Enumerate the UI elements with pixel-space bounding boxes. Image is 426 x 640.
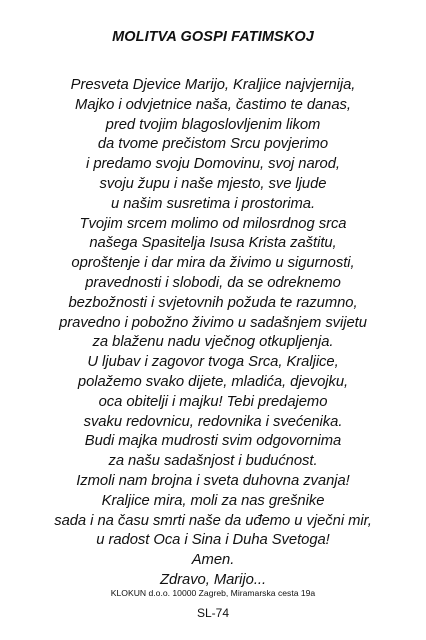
prayer-line: za blaženu nadu vječnog otkupljenja. <box>92 334 334 351</box>
prayer-line: Amen. <box>191 552 235 569</box>
prayer-line: pravedno i pobožno živimo u sadašnjem svijetu <box>59 314 367 331</box>
prayer-line: za našu sadašnjost i budućnost. <box>108 453 318 470</box>
prayer-line: da tvome prečistom Srcu povjerimo <box>97 136 329 153</box>
prayer-line: sada i na času smrti naše da uđemo u vječni mir, <box>54 512 372 529</box>
prayer-line: našega Spasitelja Isusa Krista zaštitu, <box>89 235 337 252</box>
prayer-line: Budi majka mudrosti svim odgovornima <box>84 433 342 450</box>
prayer-text <box>0 76 426 591</box>
prayer-line: i predamo svoju Domovinu, svoj narod, <box>86 156 340 173</box>
prayer-line: Zdravo, Marijo... <box>159 571 267 588</box>
prayer-line: Kraljice mira, moli za nas grešnike <box>101 492 325 509</box>
prayer-line: polažemo svako dijete, mladića, djevojku, <box>77 373 349 390</box>
prayer-title: MOLITVA GOSPI FATIMSKOJ <box>112 29 314 45</box>
prayer-line: svoju župu i naše mjesto, sve ljude <box>99 175 327 192</box>
prayer-line: oca obitelji i majku! Tebi predajemo <box>98 393 328 410</box>
prayer-line: Izmoli nam brojna i sveta duhovna zvanja! <box>76 472 350 489</box>
prayer-line: Presveta Djevice Marijo, Kraljice najvjernija, <box>70 77 356 93</box>
prayer-line: bezbožnosti i svjetovnih požuda te razumno, <box>68 294 358 311</box>
prayer-line: u radost Oca i Sina i Duha Svetoga! <box>96 532 330 549</box>
prayer-line: Tvojim srcem molimo od milosrdnog srca <box>79 215 347 232</box>
prayer-line: U ljubav i zagovor tvoga Srca, Kraljice, <box>87 354 339 371</box>
prayer-line: svaku redovnicu, redovnika i svećenika. <box>83 413 343 430</box>
prayer-line: pred tvojim blagoslovljenim likom <box>105 116 321 133</box>
prayer-line: u našim susretima i prostorima. <box>110 195 316 212</box>
prayer-line: oproštenje i dar mira da živimo u sigurnosti, <box>71 255 355 272</box>
card-code: SL-74 <box>196 606 230 620</box>
publisher-info: KLOKUN d.o.o. 10000 Zagreb, Miramarska cesta 19a <box>110 588 316 598</box>
prayer-line: Majko i odvjetnice naša, častimo te danas, <box>75 96 351 113</box>
prayer-line: pravednosti i slobodi, da se odreknemo <box>85 274 341 291</box>
